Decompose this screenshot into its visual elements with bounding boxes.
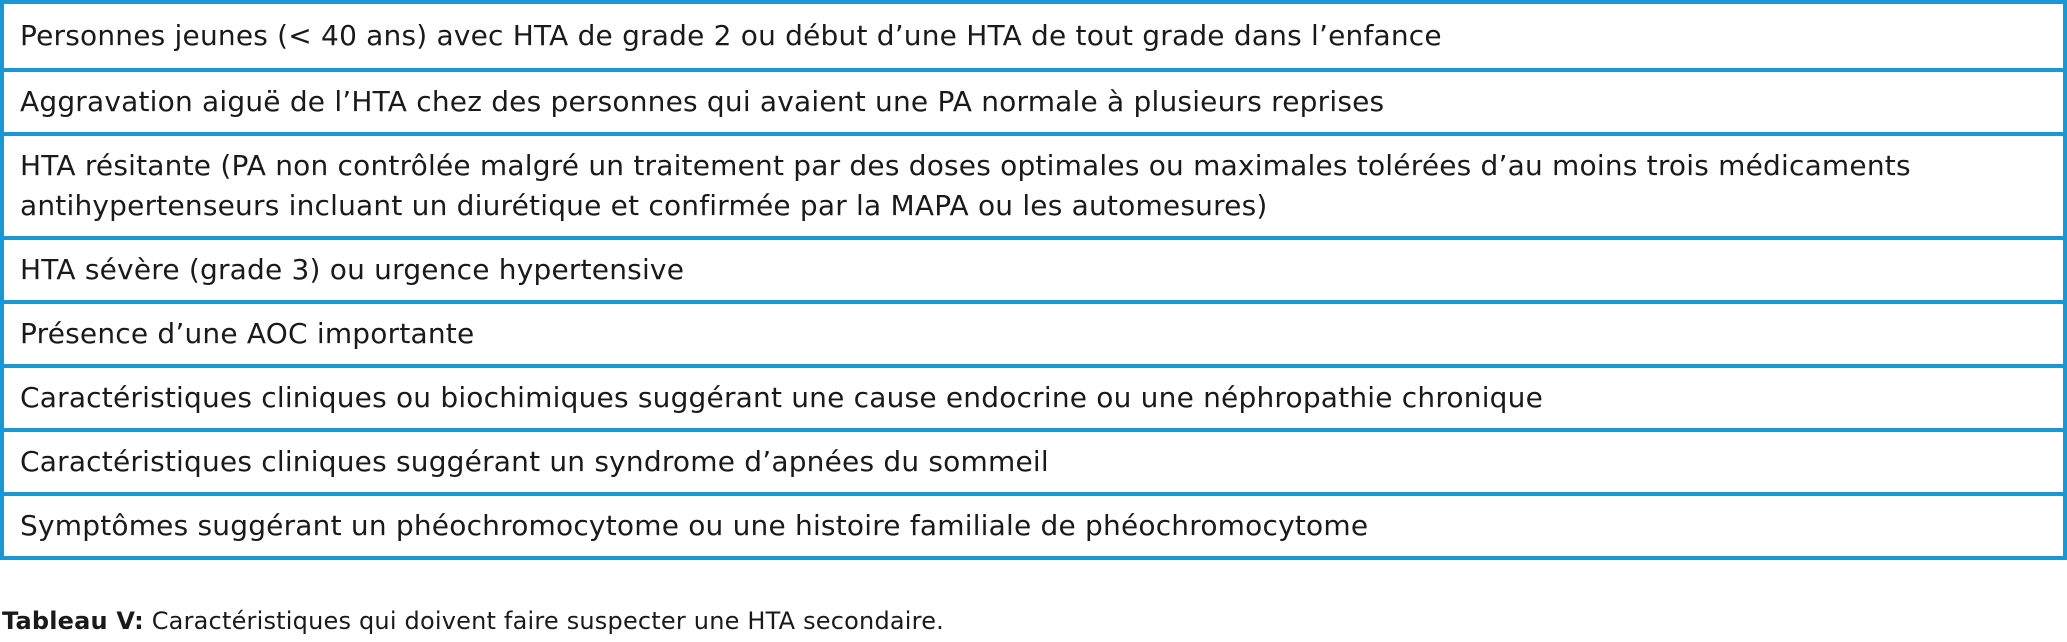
table-row — [4, 132, 2063, 236]
row-text: Caractéristiques cliniques suggérant un syndrome d’apnées du sommeil — [20, 445, 1049, 478]
row-text: Personnes jeunes (< 40 ans) avec HTA de grade 2 ou début d’une HTA de tout grade dans l’enfance — [20, 19, 1442, 52]
row-text: Caractéristiques cliniques ou biochimiques suggérant une cause endocrine ou une néphropathie chronique — [20, 381, 1544, 414]
table-row — [4, 300, 2063, 364]
caption-label: Tableau V: — [2, 607, 144, 635]
table-row — [4, 236, 2063, 300]
table-row — [4, 492, 2063, 556]
row-text: HTA résitante (PA non contrôlée malgré un traitement par des doses optimales ou maximales tolérées d’au moins trois médicaments antihypertenseurs incluant un diurétique et confirmée par la MAPA ou les automesures) — [20, 149, 1911, 222]
caption-text: Caractéristiques qui doivent faire suspecter une HTA secondaire. — [143, 607, 944, 635]
table-row — [4, 428, 2063, 492]
row-text: Présence d’une AOC importante — [20, 317, 475, 350]
table-row — [4, 4, 2063, 68]
table-row — [4, 68, 2063, 132]
row-text: Symptômes suggérant un phéochromocytome ou une histoire familiale de phéochromocytome — [20, 509, 1369, 542]
table-caption — [2, 606, 944, 636]
row-text: Aggravation aiguë de l’HTA chez des personnes qui avaient une PA normale à plusieurs reprises — [20, 85, 1385, 118]
row-text: HTA sévère (grade 3) ou urgence hypertensive — [20, 253, 685, 286]
table-row — [4, 364, 2063, 428]
